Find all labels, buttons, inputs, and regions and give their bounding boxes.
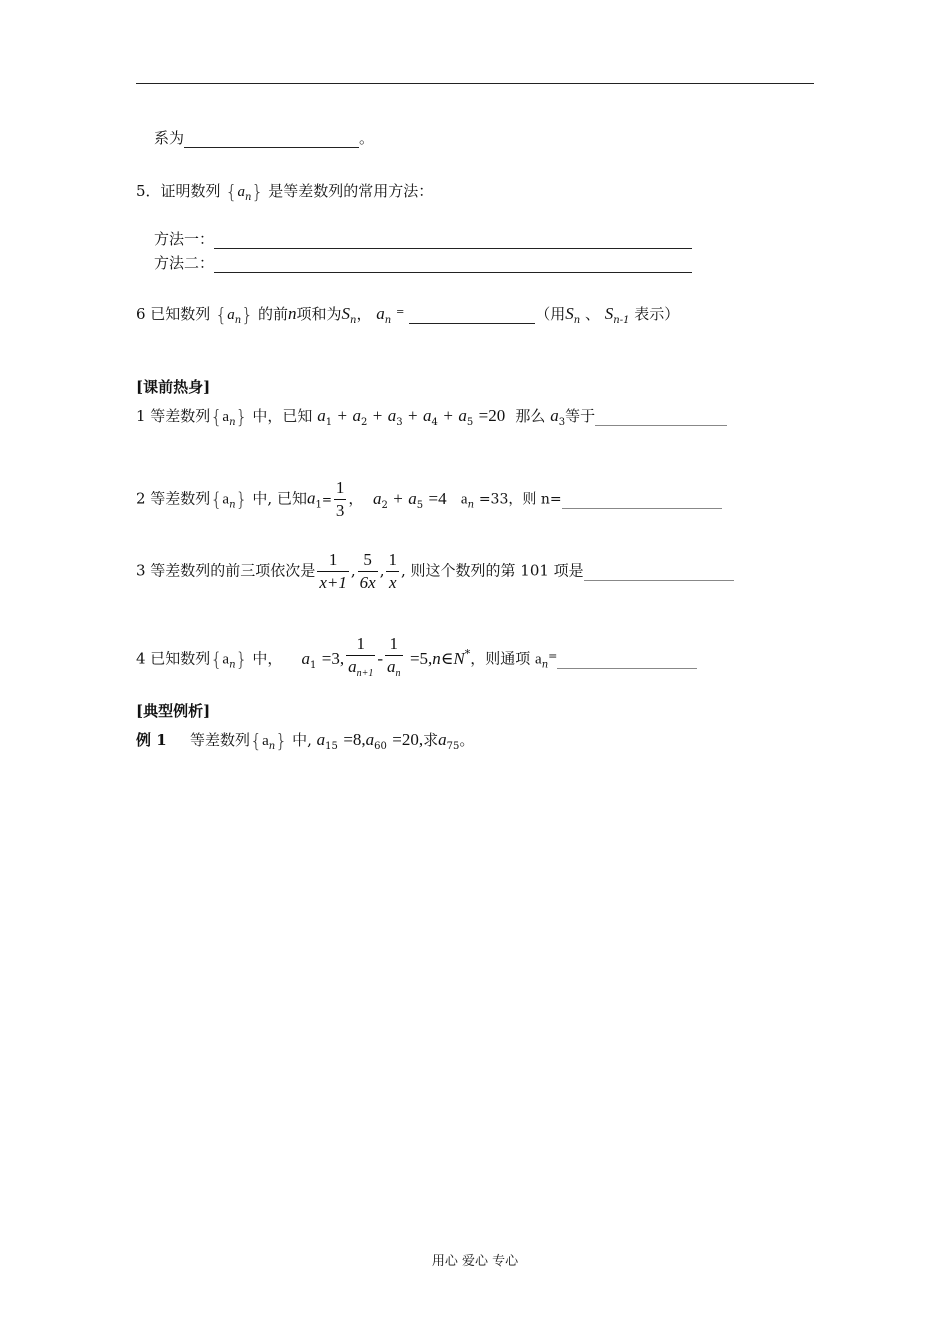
equals: =: [396, 307, 405, 318]
comma: ，: [356, 305, 372, 323]
item6-text-a: 6 已知数列: [136, 305, 211, 323]
seq-index: n: [229, 659, 236, 671]
q2-an-eq: =33，则 n=: [478, 491, 562, 508]
right-brace: }: [235, 488, 248, 511]
right-brace: }: [251, 181, 264, 203]
seq-symbol: a: [227, 307, 235, 323]
plus: +: [408, 406, 418, 425]
item6-paren-a: （用: [535, 305, 566, 323]
idx: 3: [558, 417, 566, 428]
q4-text-b: 中，: [252, 649, 283, 668]
q1-formula: [317, 406, 510, 426]
section-examples-heading: [典型例析]: [136, 702, 211, 720]
question-4: [136, 634, 697, 684]
ex1-text-b: 中,: [292, 731, 312, 749]
method-2: [154, 252, 692, 273]
ex1-end: 。: [459, 731, 475, 749]
seq-symbol: a: [222, 409, 230, 425]
idx: 4: [431, 417, 438, 428]
a: a: [460, 491, 468, 508]
numerator: 1: [317, 550, 349, 572]
idx: 60: [374, 741, 387, 752]
method1-label: 方法一：: [154, 230, 215, 248]
seq-index: n: [229, 499, 236, 511]
item6-text-b: 的前: [258, 305, 289, 323]
n: n: [432, 648, 441, 668]
idx: 1: [325, 417, 333, 428]
question-1: [136, 405, 727, 428]
header-rule: [136, 83, 814, 84]
fraction-recip-n: [385, 634, 403, 684]
q4-text-c: ，则通项: [470, 649, 531, 668]
idx: 2: [360, 417, 368, 428]
relation-line: [154, 127, 374, 148]
fraction-one-third: [334, 478, 347, 521]
a-index: n: [384, 315, 392, 326]
idx: 75: [446, 741, 460, 752]
denominator: 3: [335, 501, 345, 520]
a: a: [387, 657, 396, 676]
a: a: [372, 488, 382, 508]
a: a: [306, 488, 316, 508]
q3-text-a: 3 等差数列的前三项依次是: [136, 561, 316, 580]
method2-label: 方法二：: [154, 254, 215, 272]
seq-symbol: a: [262, 733, 269, 749]
equals: =: [478, 406, 489, 425]
a: a: [348, 657, 357, 676]
numerator: 1: [334, 478, 347, 500]
idx: 2: [381, 499, 388, 511]
method1-blank: [214, 230, 692, 249]
q4-blank: [557, 650, 697, 669]
plus: +: [337, 406, 348, 425]
question-2: [136, 478, 722, 521]
minus: -: [377, 648, 384, 668]
numerator: 1: [386, 550, 399, 572]
item-5: [136, 180, 433, 203]
denominator: x+1: [319, 573, 347, 592]
right-brace: }: [275, 730, 288, 752]
q1-text-c: 那么: [515, 407, 546, 425]
a: a: [316, 730, 326, 749]
ex1-text-a: 等差数列: [190, 731, 251, 749]
q3-blank: [584, 562, 734, 581]
seq-symbol: a: [237, 184, 245, 200]
fraction-1: [317, 550, 349, 593]
comma: ，: [348, 489, 364, 508]
numerator: 5: [358, 550, 378, 572]
denominator: [385, 656, 403, 684]
plus: +: [393, 488, 403, 508]
right-brace: }: [235, 648, 248, 671]
right-brace: }: [241, 304, 254, 326]
idx: n: [541, 659, 549, 671]
a: a: [317, 406, 326, 425]
value: =8,: [343, 730, 366, 749]
left-brace: {: [210, 406, 223, 428]
S-index: n: [350, 315, 357, 326]
separator: 、: [584, 305, 600, 323]
item6-paren-b: 表示）: [634, 305, 680, 323]
equals: =: [428, 488, 439, 508]
seq-symbol: a: [222, 651, 230, 668]
S-index: n: [573, 315, 581, 326]
a: a: [301, 648, 310, 668]
left-brace: {: [215, 304, 228, 326]
idx: n+1: [356, 668, 374, 679]
item5-number: 5．: [136, 182, 161, 200]
idx: 5: [416, 499, 424, 511]
numerator: 1: [346, 634, 375, 656]
plus: +: [372, 406, 383, 425]
value: =20,: [392, 730, 424, 749]
a: a: [458, 406, 467, 425]
a: a: [550, 406, 559, 425]
seq-index: n: [234, 315, 242, 326]
q4-text-a: 4 已知数列: [136, 649, 211, 668]
question-3: 3 等差数列的前三项依次是 $\frac{1}{x+1}$ , $\frac{5}{6x}$ , $\frac{1}{x}$ , 则这个数列的第 101 项是: [136, 550, 734, 593]
fraction-3: [386, 550, 399, 593]
seq-index: n: [268, 741, 276, 752]
item6-blank: [409, 305, 535, 324]
a: a: [408, 488, 417, 508]
right-brace: }: [235, 406, 248, 428]
q1-text-a: 1 等差数列: [136, 407, 211, 425]
fraction-2: [358, 550, 378, 593]
value: 4: [438, 488, 447, 508]
item5-text-a: 证明数列: [160, 182, 221, 200]
a: a: [438, 730, 447, 749]
item5-text-b: 是等差数列的常用方法：: [268, 182, 434, 200]
left-brace: {: [210, 648, 223, 671]
S-symbol: S: [341, 304, 351, 323]
denominator: 6x: [359, 573, 376, 592]
seq-index: n: [229, 417, 236, 428]
equals: =: [321, 492, 332, 507]
value: =5,: [409, 648, 433, 668]
section-warmup-heading: [课前热身]: [136, 378, 211, 396]
method2-blank: [214, 254, 692, 273]
idx: 3: [396, 417, 403, 428]
fraction-recip-next: [346, 634, 375, 684]
a: a: [365, 730, 375, 749]
q2-text-a: 2 等差数列: [136, 489, 211, 508]
left-brace: {: [225, 181, 238, 203]
idx: 15: [325, 741, 338, 752]
seq-symbol: a: [222, 491, 230, 508]
element-of: ∈: [440, 648, 454, 668]
q2-formula: [373, 489, 447, 509]
S-symbol: S: [565, 304, 574, 323]
relation-end: 。: [359, 129, 375, 147]
plus: +: [443, 406, 453, 425]
relation-text: 系为: [154, 129, 185, 147]
q2-text-b: 中, 已知: [252, 489, 307, 508]
idx: 1: [310, 659, 317, 671]
seq-index: n: [244, 192, 252, 203]
value: =3,: [321, 648, 345, 668]
left-brace: {: [210, 488, 223, 511]
equals: =: [548, 649, 558, 663]
q1-text-b: 中，已知: [252, 407, 313, 425]
example-1: [136, 729, 474, 752]
denominator: [346, 656, 375, 684]
q1-text-d: 等于: [565, 407, 596, 425]
denominator: x: [388, 573, 397, 592]
n-symbol: n: [288, 304, 297, 323]
left-brace: {: [250, 730, 263, 752]
q2-blank: [562, 490, 722, 509]
relation-blank: [184, 129, 359, 148]
item-6: [136, 303, 679, 326]
idx: n: [395, 668, 401, 679]
method-1: [154, 228, 692, 249]
example-label: 例 1: [136, 731, 167, 749]
q1-blank: [595, 407, 727, 426]
a: a: [535, 651, 542, 668]
idx: n: [467, 499, 475, 511]
item6-text-c: 项和为: [296, 305, 342, 323]
S-index-n-minus-1: n-1: [613, 315, 630, 326]
a: a: [352, 406, 361, 425]
a: a: [423, 406, 432, 425]
idx: 5: [466, 417, 474, 428]
q4-formula: [301, 634, 471, 679]
S-symbol: S: [604, 304, 614, 323]
page-footer: 用心 爱心 专心: [431, 1254, 519, 1269]
numerator: 1: [385, 634, 403, 656]
ex1-text-c: 求: [423, 731, 439, 749]
q3-text-b: , 则这个数列的第 101 项是: [400, 561, 584, 580]
N: N: [453, 648, 465, 668]
ex1-formula: [317, 730, 423, 750]
a-symbol: a: [376, 304, 385, 323]
value: 20: [488, 406, 506, 425]
a: a: [387, 406, 397, 425]
idx: 1: [315, 499, 322, 511]
star: *: [464, 646, 471, 660]
